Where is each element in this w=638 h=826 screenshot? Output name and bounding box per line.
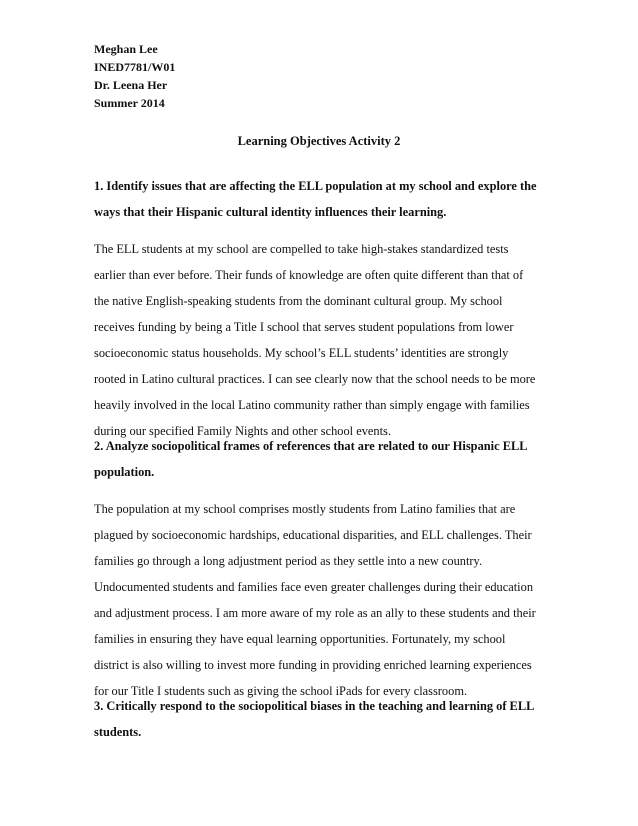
answer-line: district is also willing to invest more funding in providing enriched learning experiences xyxy=(94,658,532,672)
answer-line: The population at my school comprises mostly students from Latino families that are xyxy=(94,502,516,516)
question-line: 1. Identify issues that are affecting the ELL population at my school and explore the xyxy=(94,179,537,193)
question-line: 2. Analyze sociopolitical frames of references that are related to our Hispanic ELL xyxy=(94,439,528,453)
question-3 xyxy=(94,693,554,745)
answer-line: rooted in Latino cultural practices. I can see clearly now that the school needs to be more xyxy=(94,372,536,386)
instructor-name: Dr. Leena Her xyxy=(94,78,168,92)
term: Summer 2014 xyxy=(94,96,165,110)
course-code: INED7781/W01 xyxy=(94,60,176,74)
answer-line: families in ensuring they have equal learning opportunities. Fortunately, my school xyxy=(94,632,506,646)
answer-line: heavily involved in the local Latino community rather than simply engage with families xyxy=(94,398,530,412)
answer-line: and adjustment process. I am more aware of my role as an ally to these students and their xyxy=(94,606,536,620)
document-title: Learning Objectives Activity 2 xyxy=(237,134,401,148)
answer-line: families go through a long adjustment period as they settle into a new country. xyxy=(94,554,483,568)
answer-line: for our Title I students such as giving the school iPads for every classroom. xyxy=(94,684,468,698)
answer-line: socioeconomic status households. My school’s ELL students’ identities are strongly xyxy=(94,346,509,360)
answer-line: during our specified Family Nights and other school events. xyxy=(94,424,391,438)
answer-1 xyxy=(94,236,554,444)
question-line: ways that their Hispanic cultural identity influences their learning. xyxy=(94,205,447,219)
question-2 xyxy=(94,433,554,485)
answer-line: receives funding by being a Title I school that serves student populations from lower xyxy=(94,320,514,334)
question-line: students. xyxy=(94,725,142,739)
answer-line: the native English-speaking students from the dominant cultural group. My school xyxy=(94,294,503,308)
question-1 xyxy=(94,173,554,225)
question-line: 3. Critically respond to the sociopolitical biases in the teaching and learning of ELL xyxy=(94,699,535,713)
document-header xyxy=(94,40,175,112)
question-line: population. xyxy=(94,465,155,479)
answer-line: plagued by socioeconomic hardships, educational disparities, and ELL challenges. Their xyxy=(94,528,532,542)
author-name: Meghan Lee xyxy=(94,42,158,56)
answer-line: earlier than ever before. Their funds of knowledge are often quite different than that of xyxy=(94,268,524,282)
answer-2 xyxy=(94,496,554,704)
answer-line: Undocumented students and families face even greater challenges during their education xyxy=(94,580,534,594)
answer-line: The ELL students at my school are compelled to take high-stakes standardized tests xyxy=(94,242,509,256)
